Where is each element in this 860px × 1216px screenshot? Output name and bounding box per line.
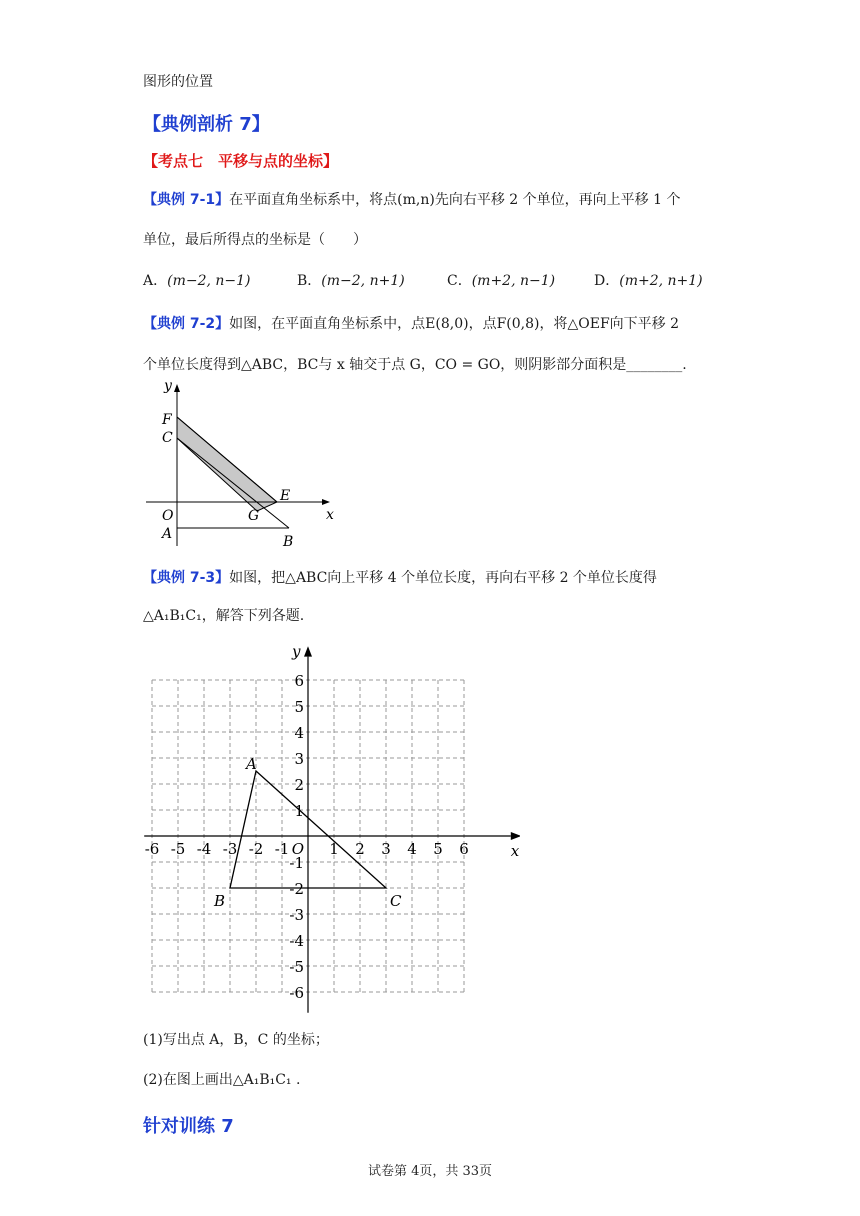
x-tick-label: -2 (248, 840, 264, 858)
x-tick-label: -4 (196, 840, 212, 858)
x-tick-label: 4 (407, 840, 417, 858)
x-axis-arrow-icon (511, 832, 520, 840)
example-7-3-line1 (143, 568, 657, 588)
example-7-2-line1 (143, 314, 679, 334)
label-b: B (283, 534, 294, 550)
example-text: 如图，把△ABC向上平移 4 个单位长度，再向右平移 2 个单位长度得 (229, 570, 657, 586)
y-tick-label: -4 (289, 932, 304, 950)
point-label-a: A (246, 755, 257, 773)
page-footer: 试卷第 4页，共 33页 (367, 1164, 493, 1179)
y-tick-label: 5 (294, 698, 304, 716)
example-text: 如图，在平面直角坐标系中，点E(8,0)，点F(0,8)，将△OEF向下平移 2 (229, 316, 680, 332)
y-tick-label: -2 (289, 880, 304, 898)
option-d[interactable]: D．(m+2, n+1) (594, 273, 703, 289)
example-tag: 【典例 7-3】 (143, 570, 230, 586)
x-tick-label: 5 (433, 840, 443, 858)
question-2: (2)在图上画出△A₁B₁C₁ . (143, 1072, 301, 1088)
label-o: O (162, 508, 174, 524)
y-axis-arrow-icon (304, 646, 312, 656)
example-7-2-line2: 个单位长度得到△ABC，BC与 x 轴交于点 G，CO = GO，则阴影部分面积是________. (143, 357, 687, 373)
example-tag: 【典例 7-2】 (143, 316, 230, 332)
y-tick-label: -6 (289, 984, 304, 1002)
y-tick-label: 1 (294, 802, 304, 820)
example-tag: 【典例 7-1】 (143, 192, 230, 208)
y-tick-label: 2 (294, 776, 304, 794)
x-tick-label: -3 (222, 840, 238, 858)
shaded-region (177, 417, 277, 511)
x-tick-label: -5 (170, 840, 186, 858)
example-7-1-line1 (143, 190, 680, 210)
figure-translation-triangle (140, 376, 340, 552)
x-tick-label: -6 (144, 840, 160, 858)
segment-fe (177, 417, 277, 502)
axis-label-x: x (510, 842, 520, 860)
option-a[interactable]: A．(m−2, n−1) (143, 273, 251, 289)
option-c[interactable]: C．(m+2, n−1) (447, 273, 556, 289)
question-1: (1)写出点 A，B，C 的坐标； (143, 1032, 329, 1048)
y-tick-label: 6 (294, 672, 304, 690)
point-label-b: B (214, 892, 226, 910)
example-text: 在平面直角坐标系中，将点(m,n)先向右平移 2 个单位，再向上平移 1 个 (229, 192, 681, 208)
label-c: C (162, 430, 173, 446)
x-tick-label: 6 (459, 840, 469, 858)
label-a: A (162, 526, 173, 542)
coordinate-grid-figure (140, 646, 520, 1016)
header-note: 图形的位置 (143, 74, 213, 90)
y-tick-label: -3 (289, 906, 304, 924)
origin-label: O (291, 840, 304, 858)
label-e: E (280, 488, 291, 504)
label-g: G (248, 508, 260, 524)
x-tick-label: 1 (329, 840, 339, 858)
y-axis-arrow-icon (174, 384, 180, 392)
x-axis-arrow-icon (322, 499, 330, 505)
point-label-c: C (390, 892, 402, 910)
y-tick-label: 4 (294, 724, 304, 742)
example-7-3-line2: △A₁B₁C₁，解答下列各题. (143, 608, 305, 624)
training-title: 针对训练 7 (143, 1116, 234, 1137)
topic-title: 【考点七 平移与点的坐标】 (143, 152, 339, 170)
label-y: y (164, 378, 172, 394)
section-title: 【典例剖析 7】 (143, 114, 270, 135)
x-tick-label: 3 (381, 840, 391, 858)
example-7-1-line2: 单位，最后所得点的坐标是（ ） (143, 232, 367, 248)
segment-cb (177, 438, 289, 528)
option-b[interactable]: B．(m−2, n+1) (297, 273, 405, 289)
y-tick-label: 3 (294, 750, 304, 768)
y-tick-label: -5 (289, 958, 304, 976)
x-tick-label: -1 (274, 840, 290, 858)
axis-label-y: y (292, 646, 301, 661)
x-tick-label: 2 (355, 840, 365, 858)
y-tick-label: -1 (289, 854, 304, 872)
label-x: x (326, 507, 334, 523)
label-f: F (162, 412, 172, 428)
